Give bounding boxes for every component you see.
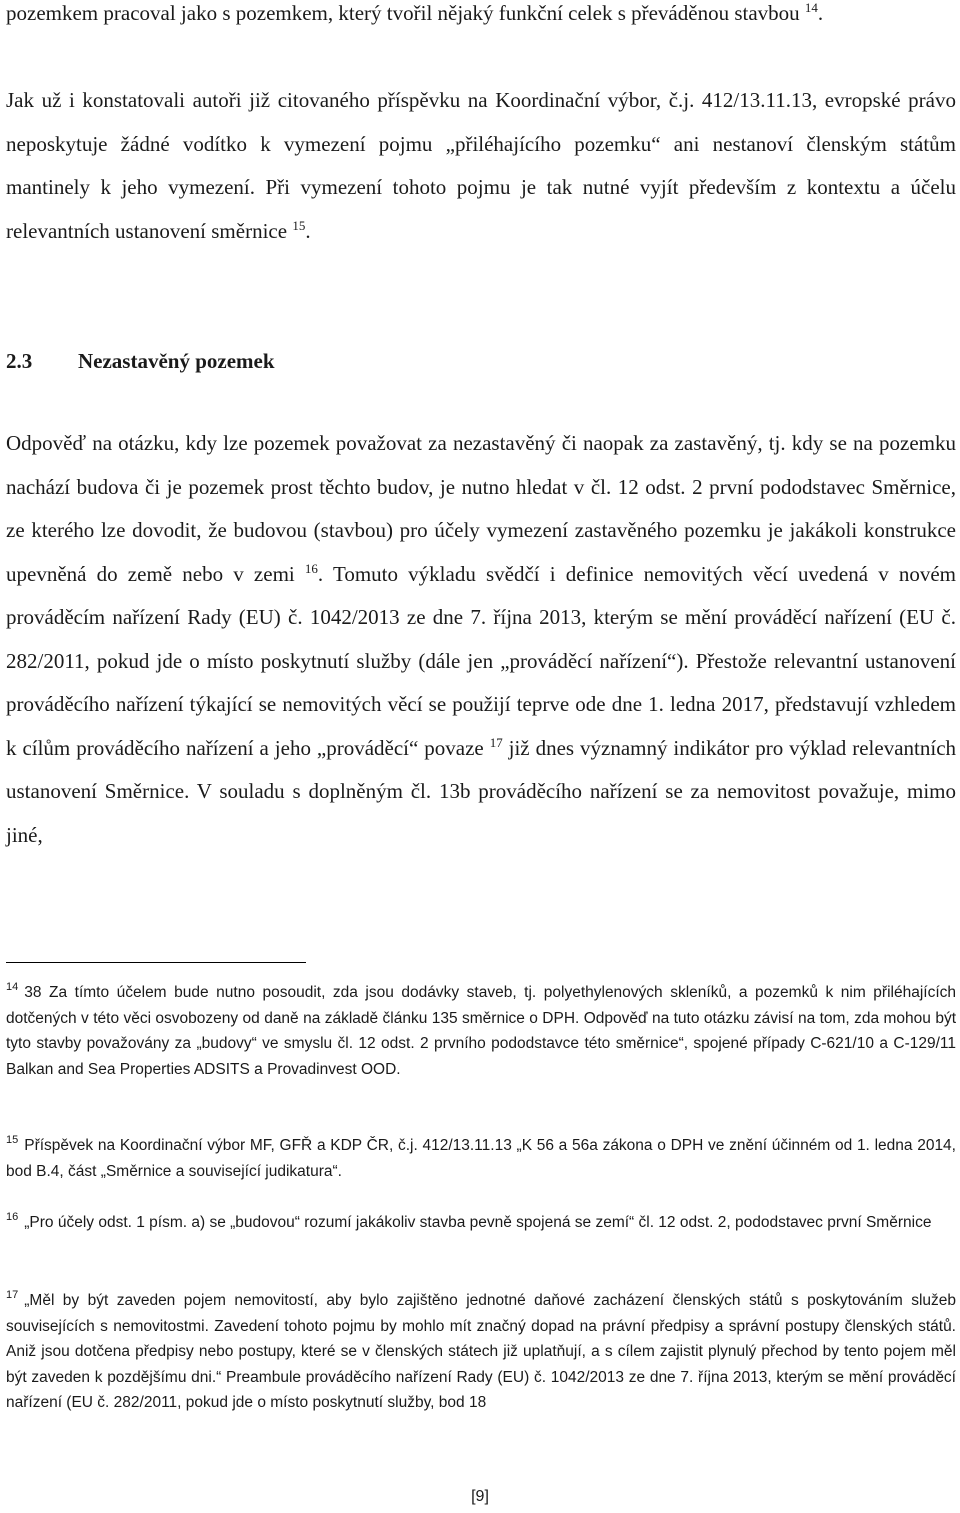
paragraph-nezastaveny-pozemek: Odpověď na otázku, kdy lze pozemek považovat za nezastavěný či naopak za zastavěný, tj. kdy se na pozemku nachází budova či je pozemek prost těchto budov, je nutno hledat v čl. 12 odst. 2 první pododstavec Směrnice, ze kterého lze dovodit, že budovou (stavbou) pro účely vymezení zastavěného pozemku je jakákoli konstrukce upevněná do země nebo v zemi $^{16}$. Tomuto výkladu svědčí i definice nemovitých věcí uvedená v novém prováděcím nařízení Rady (EU) č. 1042/2013 ze dne 7. října 2013, kterým se mění prováděcí nařízení (EU č. 282/2011, pokud jde o místo poskytnutí služby (dále jen „prováděcí nařízení“). Přestože relevantní ustanovení prováděcího nařízení týkající se nemovitých věcí se použijí teprve ode dne 1. ledna 2017, představují vzhledem k cílům prováděcího nařízení a jeho „prováděcí“ povaze $^{17}$ již dnes významný indikátor pro výklad relevantních ustanovení Směrnice. V souladu s doplněným čl. 13b prováděcího nařízení se za nemovitost považuje, mimo jiné, <box>6 431 957 847</box>
footnote-text: „Měl by být zaveden pojem nemovitostí, aby bylo zajištěno jednotné daňové zacházení členských států s poskytováním služeb souvisejících s nemovitostmi. Zavedení tohoto pojmu by mohlo mít značný dopad na právní předpisy a správní postupy členských států. Aniž jsou dotčena předpisy nebo postupy, které se v členských státech již uplatňují, a s cílem zajistit plynulý přechod by tento pojem měl být zaveden k pozdějšímu dni.“ Preambule prováděcího nařízení Rady (EU) č. 1042/2013 ze dne 7. října 2013, kterým se mění prováděcí nařízení (EU č. 282/2011, pokud jde o místo poskytnutí služby, bod 18 <box>6 1292 956 1411</box>
footnote-text: „Pro účely odst. 1 písm. a) se „budovou“ rozumí jakákoliv stavba pevně spojená se zemí“ čl. 12 odst. 2, pododstavec první Směrnice <box>24 1214 932 1231</box>
footnote-14 <box>6 980 956 1082</box>
footnote-16 <box>6 1210 956 1236</box>
footnote-text: Příspěvek na Koordinační výbor MF, GFŘ a KDP ČR, č.j. 412/13.11.13 „K 56 a 56a zákona o DPH ve znění účinném od 1. ledna 2014, bod B.4, část „Směrnice a související judikatura“. <box>6 1137 956 1180</box>
page-number: [9] <box>471 1488 489 1505</box>
footnote-number: 16 <box>6 1211 19 1223</box>
footnote-number: 17 <box>6 1289 19 1301</box>
footnote-ref-16[interactable]: 16 <box>304 560 318 576</box>
footnote-text: 38 Za tímto účelem bude nutno posoudit, zda jsou dodávky staveb, tj. polyethylenových skleníků, a pozemků k nim přiléhajících dotčených v této věci osvobozeny od daně na základě článku 135 směrnice o DPH. Odpověď na tuto otázku závisí na tom, zda mohou být tyto stavby považovány za „budovy“ ve smyslu čl. 12 odst. 2 prvního pododstavce této směrnice“, spojené případy C-621/10 a C-129/11 Balkan and Sea Properties ADSITS a Provadinvest OOD. <box>6 984 956 1078</box>
footnote-number: 15 <box>6 1134 19 1146</box>
section-number: 2.3 <box>6 349 33 373</box>
footnote-ref-15[interactable]: 15 <box>292 217 306 233</box>
section-title: Nezastavěný pozemek <box>78 349 275 373</box>
footnote-number: 14 <box>6 981 19 993</box>
footnote-separator <box>6 962 306 963</box>
footnote-17 <box>6 1288 956 1416</box>
paragraph-text: pozemkem pracoval jako s pozemkem, který tvořil nějaký funkční celek s převáděnou stavbou <box>6 1 800 25</box>
footnote-15 <box>6 1133 956 1184</box>
footnote-ref-17[interactable]: 17 <box>489 734 503 750</box>
paragraph-continuation: pozemkem pracoval jako s pozemkem, který tvořil nějaký funkční celek s převáděnou stavbou $^{14}$. <box>6 0 824 25</box>
section-heading <box>6 346 275 376</box>
paragraph-text: Jak už i konstatovali autoři již citovaného příspěvku na Koordinační výbor, č.j. 412/13.11.13, evropské právo neposkytuje žádné vodítko k vymezení pojmu „přiléhajícího pozemku“ ani nestanoví členským státům mantinely k jeho vymezení. Při vymezení tohoto pojmu je tak nutné vyjít především z kontextu a účelu relevantních ustanovení směrnice <box>6 88 956 243</box>
footnote-ref-14[interactable]: 14 <box>804 0 818 15</box>
paragraph-koordinacni-vybor: Jak už i konstatovali autoři již citovaného příspěvku na Koordinační výbor, č.j. 412/13.11.13, evropské právo neposkytuje žádné vodítko k vymezení pojmu „přiléhajícího pozemku“ ani nestanoví členským státům mantinely k jeho vymezení. Při vymezení tohoto pojmu je tak nutné vyjít především z kontextu a účelu relevantních ustanovení směrnice $^{15}$. <box>6 88 956 243</box>
